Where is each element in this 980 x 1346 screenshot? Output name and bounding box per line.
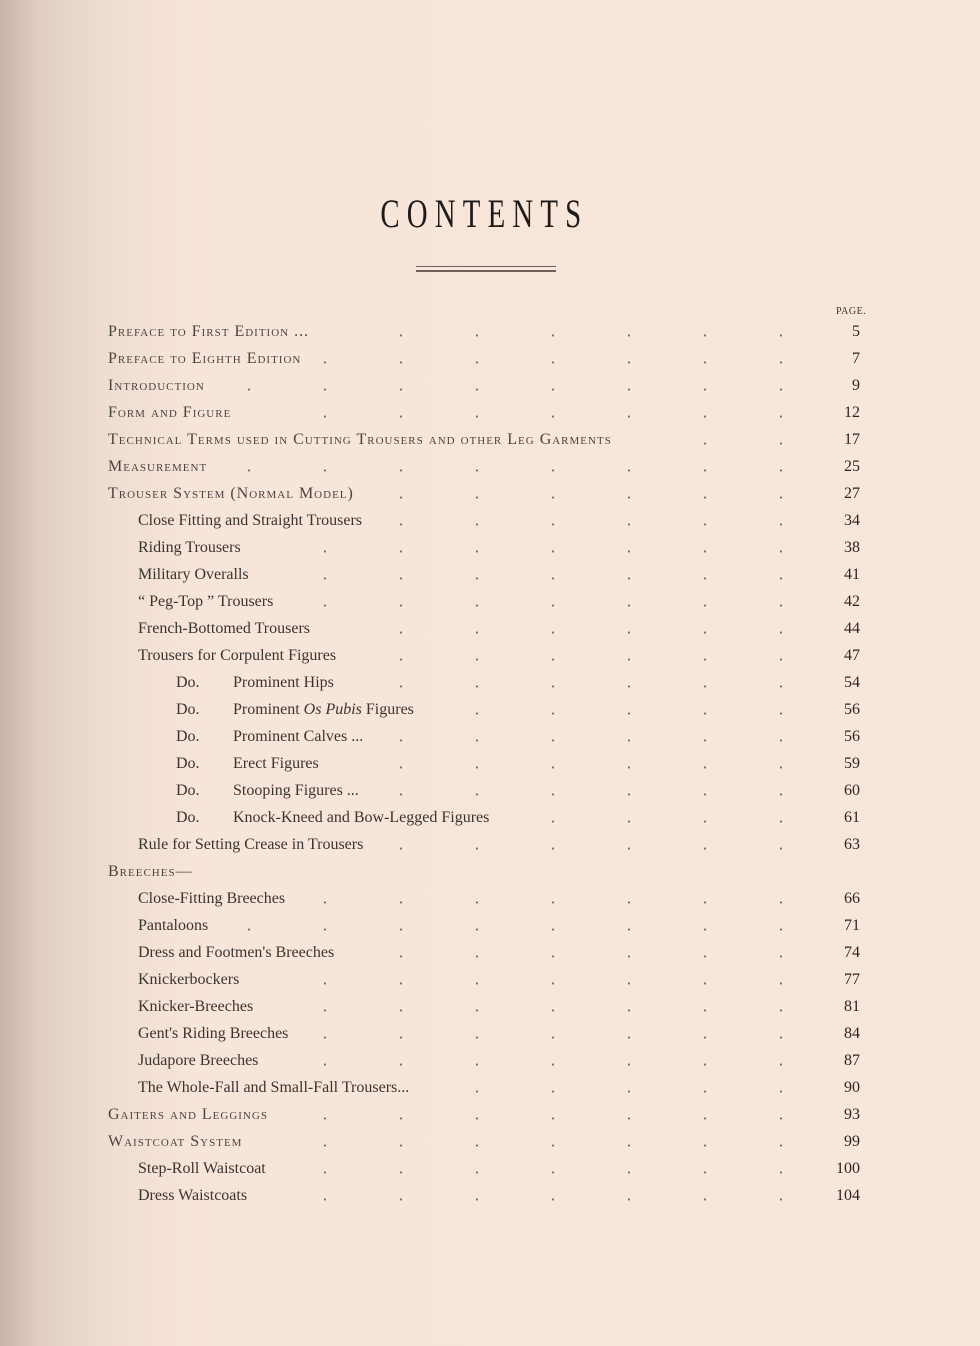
toc-entry-title [176,723,363,750]
entry-text: Form and Figure [108,404,232,421]
ditto-prefix: Do. [176,674,200,691]
entry-italic-text: Os Pubis [303,701,362,718]
toc-entry [0,750,980,777]
toc-entry-title [176,804,489,831]
toc-entry-title [138,534,241,561]
toc-entry [0,1182,980,1209]
dot-leader [330,615,835,642]
entry-text: Riding Trousers [138,539,241,556]
entry-text: Preface to Eighth Edition [108,350,302,367]
toc-entry-title [138,885,285,912]
entry-text: Gaiters and Leggings [108,1106,268,1123]
toc-entry-title [108,399,231,426]
entry-text: Military Overalls [138,566,249,583]
dot-leader [278,1047,835,1074]
entry-text: Prominent [233,701,304,718]
toc-entry-title [138,966,239,993]
toc-entry-title [108,426,612,453]
toc-entry-title [108,453,207,480]
page-number: 56 [844,701,860,718]
dot-leader [293,588,835,615]
entry-text: Dress and Footmen's Breeches [138,944,335,961]
entry-text: Technical Terms used in Cutting Trousers and other Leg Garments [108,431,612,448]
page-number: 61 [844,809,860,826]
dot-leader [383,831,835,858]
toc-entry [0,534,980,561]
toc-entry [0,642,980,669]
page-number: 7 [852,350,860,367]
toc-entry-title [138,507,362,534]
dot-leader [379,777,835,804]
toc-entry [0,615,980,642]
toc-entry-title [138,1155,266,1182]
entry-text: Judapore Breeches [138,1052,259,1069]
entry-text: Measurement [108,458,208,475]
entry-text: Step-Roll Waistcoat [138,1160,266,1177]
page-number: 81 [844,998,860,1015]
entry-text: Prominent Calves ... [233,728,364,745]
dot-leader [356,642,835,669]
page-number: 60 [844,782,860,799]
toc-entry-title [138,993,253,1020]
toc-entry [0,696,980,723]
page-number: 74 [844,944,860,961]
page-number: 59 [844,755,860,772]
toc-entry-title [138,1020,288,1047]
toc-entry [0,831,980,858]
dot-leader [321,345,835,372]
entry-text: Dress Waistcoats [138,1187,248,1204]
dot-leader [434,696,835,723]
page-number: 54 [844,674,860,691]
toc-entry [0,966,980,993]
page-title: CONTENTS [380,191,589,236]
page-number: 93 [844,1106,860,1123]
dot-leader [269,561,835,588]
entry-text: Pantaloons [138,917,209,934]
toc-entry [0,669,980,696]
page-number: 5 [852,323,860,340]
dot-leader [354,669,835,696]
dot-leader [632,426,835,453]
entry-text: Knicker-Breeches [138,998,254,1015]
toc-entry-title [138,642,336,669]
page-number: 12 [844,404,860,421]
toc-entry-title [138,912,208,939]
entry-text: Knock-Kneed and Bow-Legged Figures [233,809,490,826]
toc-entry-title [138,1182,247,1209]
dot-leader [329,318,835,345]
toc-entry [0,426,980,453]
toc-entry [0,588,980,615]
entry-text: Prominent Hips [233,674,334,691]
entry-text: Stooping Figures ... [233,782,359,799]
toc-entry [0,1101,980,1128]
toc-entry-title [176,669,334,696]
toc-entry-title [108,318,309,345]
dot-leader [267,1182,835,1209]
entry-text: The Whole-Fall and Small-Fall Trousers... [138,1079,410,1096]
dot-leader [273,993,835,1020]
page-number: 84 [844,1025,860,1042]
dot-leader [429,1074,835,1101]
dot-leader [259,966,835,993]
entry-text: Breeches— [108,863,193,880]
page-number: 25 [844,458,860,475]
entry-text: Rule for Setting Crease in Trousers [138,836,364,853]
entry-text: Erect Figures [233,755,319,772]
toc-entry [0,912,980,939]
entry-text: Trousers for Corpulent Figures [138,647,337,664]
toc-entry [0,318,980,345]
page-number: 38 [844,539,860,556]
entry-text: “ Peg-Top ” Trousers [138,593,274,610]
toc-entry [0,1020,980,1047]
toc-entry-title [138,831,363,858]
entry-text: Waistcoat System [108,1133,243,1150]
page-column-header: PAGE. [836,306,867,317]
toc-entry-title [108,1101,268,1128]
title-rule [416,266,556,267]
toc-entry [0,1155,980,1182]
entry-text: French-Bottomed Trousers [138,620,310,637]
dot-leader [374,480,835,507]
toc-entry-title [176,777,359,804]
toc-entry-title [138,561,249,588]
toc-entry [0,345,980,372]
toc-entry [0,1128,980,1155]
toc-entry [0,993,980,1020]
page-number: 100 [836,1160,860,1177]
toc-entry-title [138,588,273,615]
page-number: 99 [844,1133,860,1150]
page-number: 56 [844,728,860,745]
toc-entry [0,453,980,480]
toc-entry [0,1047,980,1074]
page-number: 47 [844,647,860,664]
toc-entry [0,885,980,912]
dot-leader [339,750,835,777]
table-of-contents [0,318,980,1209]
dot-leader [262,1128,835,1155]
page-number: 90 [844,1079,860,1096]
toc-entry-title [108,480,354,507]
dot-leader [286,1155,835,1182]
toc-entry [0,939,980,966]
toc-entry [0,507,980,534]
ditto-prefix: Do. [176,782,200,799]
page-number: 104 [836,1187,860,1204]
entry-text: Close Fitting and Straight Trousers [138,512,363,529]
page-number: 63 [844,836,860,853]
toc-entry [0,858,980,885]
entry-text: Close-Fitting Breeches [138,890,286,907]
toc-entry-title [176,696,414,723]
dot-leader [225,372,835,399]
dot-leader [383,723,835,750]
ditto-prefix: Do. [176,755,200,772]
page-number: 27 [844,485,860,502]
page-number: 71 [844,917,860,934]
toc-entry-title [138,939,334,966]
dot-leader [227,453,835,480]
toc-entry-title [108,345,301,372]
page-number: 77 [844,971,860,988]
ditto-prefix: Do. [176,701,200,718]
entry-text: Trouser System (Normal Model) [108,485,354,502]
toc-entry-title [138,1074,409,1101]
toc-entry [0,723,980,750]
ditto-prefix: Do. [176,728,200,745]
dot-leader [509,804,835,831]
dot-leader [228,912,835,939]
page-number: 41 [844,566,860,583]
toc-entry-title [108,372,205,399]
toc-entry [0,804,980,831]
dot-leader [305,885,835,912]
entry-text-suffix: Figures [361,701,414,718]
toc-entry-title [138,615,310,642]
entry-text: Gent's Riding Breeches [138,1025,289,1042]
page-number: 42 [844,593,860,610]
toc-entry [0,399,980,426]
dot-leader [251,399,835,426]
page-number: 17 [844,431,860,448]
page-number: 9 [852,377,860,394]
page-number: 44 [844,620,860,637]
toc-entry [0,561,980,588]
ditto-prefix: Do. [176,809,200,826]
toc-entry [0,1074,980,1101]
toc-entry [0,480,980,507]
dot-leader [261,534,835,561]
entry-text: Knickerbockers [138,971,240,988]
page-number: 87 [844,1052,860,1069]
dot-leader [382,507,835,534]
dot-leader [354,939,835,966]
toc-entry [0,372,980,399]
dot-leader [308,1020,835,1047]
toc-entry-title [108,1128,242,1155]
toc-entry-title [108,858,193,885]
toc-entry-title [138,1047,258,1074]
entry-text: Introduction [108,377,205,394]
dot-leader [288,1101,835,1128]
page-number: 34 [844,512,860,529]
entry-text: Preface to First Edition ... [108,323,310,340]
toc-entry [0,777,980,804]
page-number: 66 [844,890,860,907]
title-rule [416,270,556,272]
toc-entry-title [176,750,319,777]
